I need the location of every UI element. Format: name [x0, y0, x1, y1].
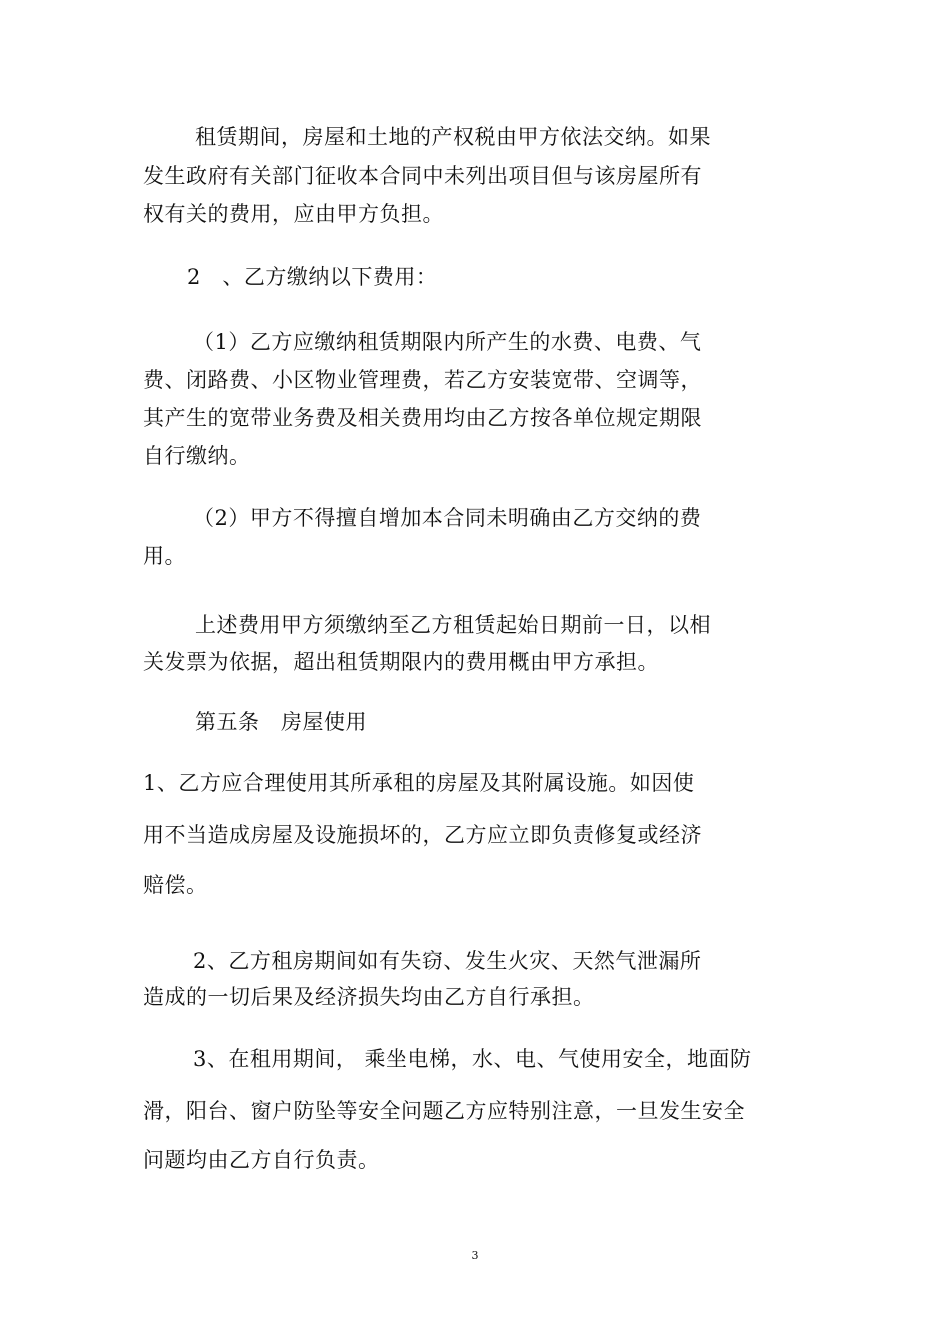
article5-1-line-2: 用不当造成房屋及设施损坏的，乙方应立即负责修复或经济 [143, 823, 702, 847]
article5-3-line-3: 问题均由乙方自行负责。 [143, 1148, 380, 1172]
item2-2-line-2: 用。 [143, 544, 186, 568]
article5-3-line-2: 滑，阳台、窗户防坠等安全问题乙方应特别注意，一旦发生安全 [143, 1099, 745, 1123]
page-number: 3 [471, 1249, 479, 1262]
paragraph-tax-line-3: 权有关的费用，应由甲方负担。 [143, 202, 444, 226]
article5-2-line-2: 造成的一切后果及经济损失均由乙方自行承担。 [143, 985, 595, 1009]
item2-1-line-1: （1）乙方应缴纳租赁期限内所产生的水费、电费、气 [193, 330, 702, 354]
item2-1-line-4: 自行缴纳。 [143, 444, 251, 468]
fees-deadline-line-1: 上述费用甲方须缴纳至乙方租赁起始日期前一日，以相 [195, 613, 711, 637]
article5-2-line-1: 2、乙方租房期间如有失窃、发生火灾、天然气泄漏所 [193, 949, 702, 973]
paragraph-tax-line-1: 租赁期间，房屋和土地的产权税由甲方依法交纳。如果 [195, 125, 711, 149]
item2-2-line-1: （2）甲方不得擅自增加本合同未明确由乙方交纳的费 [193, 506, 702, 530]
article5-1-line-3: 赔偿。 [143, 873, 208, 897]
item2-heading: 2 、乙方缴纳以下费用： [187, 265, 438, 289]
article5-heading: 第五条 房屋使用 [195, 710, 367, 734]
item2-1-line-2: 费、闭路费、小区物业管理费，若乙方安装宽带、空调等， [143, 368, 702, 392]
article5-3-line-1: 3、在租用期间， 乘坐电梯，水、电、气使用安全，地面防 [193, 1047, 752, 1071]
article5-1-line-1: 1、乙方应合理使用其所承租的房屋及其附属设施。如因使 [143, 771, 695, 795]
paragraph-tax-line-2: 发生政府有关部门征收本合同中未列出项目但与该房屋所有 [143, 164, 702, 188]
item2-1-line-3: 其产生的宽带业务费及相关费用均由乙方按各单位规定期限 [143, 406, 702, 430]
fees-deadline-line-2: 关发票为依据，超出租赁期限内的费用概由甲方承担。 [143, 650, 659, 674]
